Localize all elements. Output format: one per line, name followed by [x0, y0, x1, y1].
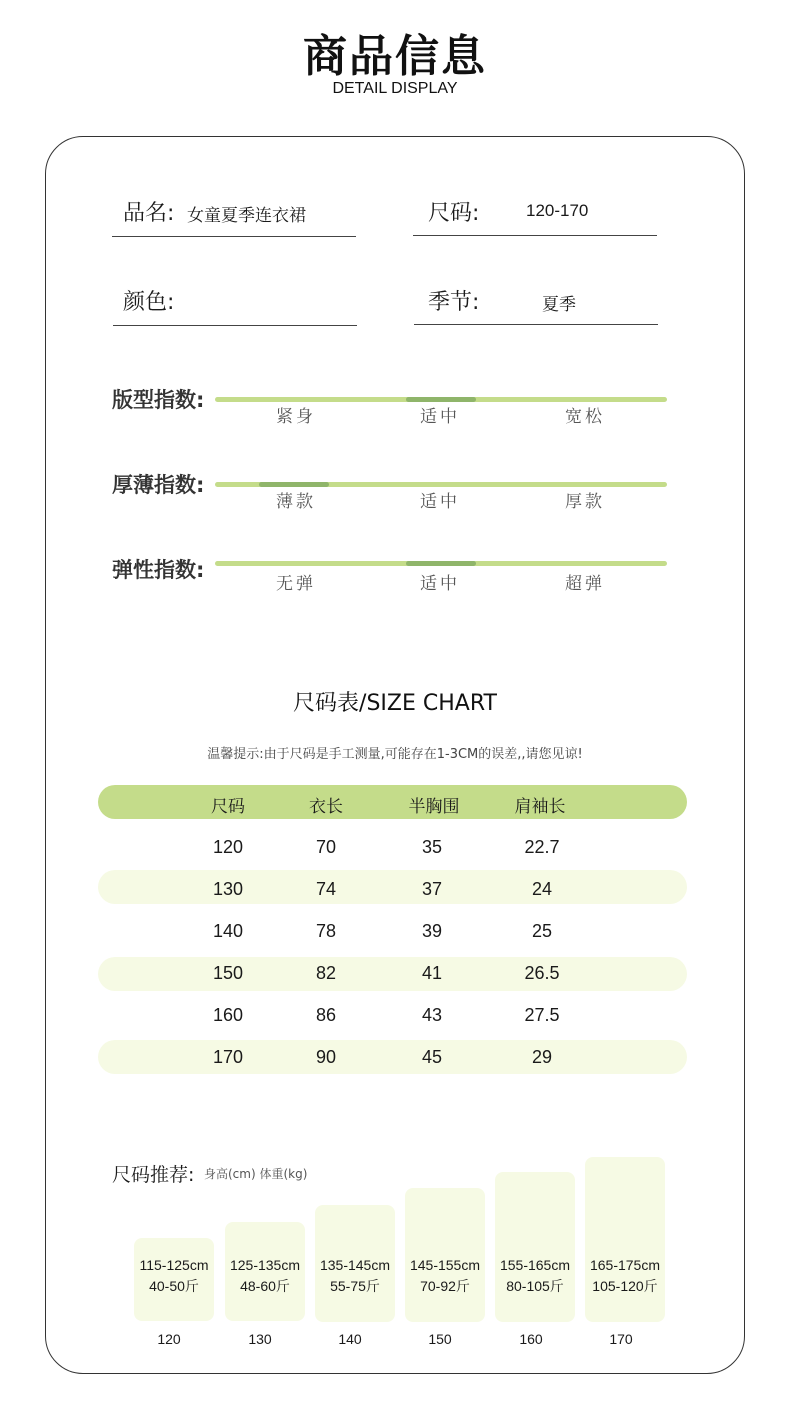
table-cell: 74	[315, 879, 337, 899]
table-cell: 43	[421, 1005, 443, 1025]
table-cell: 82	[315, 963, 337, 983]
page-title: 商品信息	[303, 31, 487, 82]
table-cell: 170	[212, 1047, 244, 1067]
size-value: 120-170	[526, 201, 589, 220]
name-label: 品名:	[123, 201, 175, 226]
size-chart-title: 尺码表/SIZE CHART	[293, 691, 497, 716]
header-cell: 半胸围	[408, 797, 460, 817]
recommend-size: 160	[519, 1331, 543, 1347]
table-cell: 150	[212, 963, 244, 983]
elasticity-option: 超弹	[565, 574, 605, 594]
recommend-height: 165-175cm	[589, 1257, 661, 1273]
thickness-index-label: 厚薄指数:	[112, 473, 205, 497]
size-underline	[413, 235, 657, 236]
size-recommend-label: 尺码推荐:	[112, 1164, 195, 1186]
recommend-size: 170	[609, 1331, 633, 1347]
recommend-weight: 55-75斤	[330, 1278, 380, 1294]
table-cell: 37	[421, 879, 443, 899]
thickness-option: 薄款	[276, 492, 316, 512]
color-underline	[113, 325, 357, 326]
table-cell: 45	[421, 1047, 443, 1067]
table-cell: 26.5	[524, 963, 560, 983]
page-subtitle: DETAIL DISPLAY	[332, 80, 458, 97]
recommend-size: 140	[338, 1331, 362, 1347]
season-value: 夏季	[542, 295, 576, 315]
recommend-box	[495, 1172, 575, 1322]
table-cell: 27.5	[524, 1005, 560, 1025]
name-underline	[112, 236, 356, 237]
recommend-box	[585, 1157, 665, 1322]
table-cell: 130	[212, 879, 244, 899]
recommend-size: 130	[248, 1331, 272, 1347]
fit-option: 宽松	[565, 407, 605, 427]
recommend-weight: 105-120斤	[592, 1278, 658, 1294]
elasticity-option: 适中	[420, 574, 460, 594]
recommend-height: 155-165cm	[499, 1257, 571, 1273]
fit-index-label: 版型指数:	[112, 388, 205, 412]
recommend-height: 115-125cm	[139, 1257, 209, 1273]
recommend-height: 125-135cm	[229, 1257, 301, 1273]
recommend-size: 120	[157, 1331, 181, 1347]
color-label: 颜色:	[123, 290, 175, 315]
header-cell: 肩袖长	[514, 797, 566, 817]
recommend-weight: 40-50斤	[149, 1278, 199, 1294]
table-cell: 39	[421, 921, 443, 941]
size-chart-note: 温馨提示:由于尺码是手工测量,可能存在1-3CM的误差,,请您见谅!	[207, 747, 583, 762]
recommend-weight: 48-60斤	[240, 1278, 290, 1294]
fit-option: 紧身	[276, 407, 316, 427]
table-cell: 140	[212, 921, 244, 941]
size-label: 尺码:	[428, 201, 480, 226]
table-cell: 90	[315, 1047, 337, 1067]
fit-option: 适中	[420, 407, 460, 427]
recommend-weight: 80-105斤	[506, 1278, 564, 1294]
elasticity-index-marker	[406, 561, 476, 566]
recommend-size: 150	[428, 1331, 452, 1347]
thickness-option: 适中	[420, 492, 460, 512]
table-cell: 41	[421, 963, 443, 983]
table-cell: 22.7	[524, 837, 560, 857]
recommend-height: 145-155cm	[409, 1257, 481, 1273]
season-label: 季节:	[428, 290, 480, 315]
name-value: 女童夏季连衣裙	[187, 206, 306, 226]
table-cell: 160	[212, 1005, 244, 1025]
header-cell: 衣长	[309, 797, 343, 817]
size-recommend-sublabel: 身高(cm) 体重(kg)	[204, 1167, 308, 1181]
elasticity-option: 无弹	[276, 574, 316, 594]
table-cell: 120	[212, 837, 244, 857]
table-cell: 24	[531, 879, 553, 899]
table-cell: 29	[531, 1047, 553, 1067]
table-cell: 78	[315, 921, 337, 941]
table-cell: 86	[315, 1005, 337, 1025]
header-cell: 尺码	[211, 797, 245, 817]
table-cell: 35	[421, 837, 443, 857]
thickness-option: 厚款	[565, 492, 605, 512]
season-underline	[414, 324, 658, 325]
table-cell: 70	[315, 837, 337, 857]
recommend-weight: 70-92斤	[420, 1278, 470, 1294]
table-cell: 25	[531, 921, 553, 941]
recommend-height: 135-145cm	[319, 1257, 391, 1273]
elasticity-index-label: 弹性指数:	[112, 558, 205, 582]
